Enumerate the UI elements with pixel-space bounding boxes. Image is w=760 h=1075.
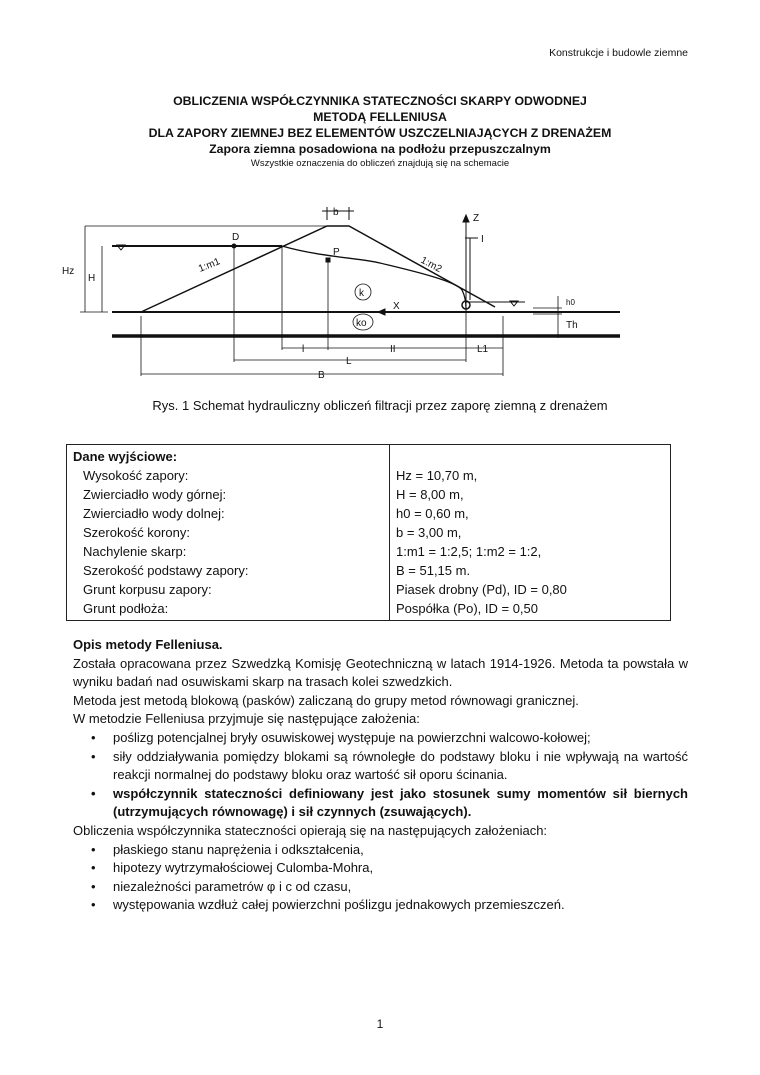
list-item: • występowania wzdłuż całej powierzchni poślizgu jednakowych przemieszczeń.: [113, 896, 688, 915]
label-m1: 1:m1: [197, 256, 222, 275]
row-label: Szerokość podstawy zapory:: [67, 561, 390, 580]
input-data-table: [66, 444, 671, 621]
section-heading: Opis metody Felleniusa.: [73, 637, 223, 652]
label-h0: h0: [566, 298, 575, 307]
method-description: [73, 636, 688, 915]
label-L: L: [346, 356, 352, 367]
title-block: [0, 93, 760, 170]
row-value: Piasek drobny (Pd), ID = 0,80: [396, 582, 567, 597]
label-th: Th: [566, 320, 578, 331]
paragraph: Obliczenia współczynnika stateczności opierają się na następujących założeniach:: [73, 822, 548, 838]
title-line-3: DLA ZAPORY ZIEMNEJ BEZ ELEMENTÓW USZCZELNIAJĄCYCH Z DRENAŻEM: [148, 126, 612, 140]
list-item: • współczynnik stateczności definiowany jest jako stosunek sumy momentów sił biernych (utrzymujących równowagę) i sił czynnych (zsuwających).: [113, 785, 688, 822]
label-m2: 1:m2: [418, 254, 444, 276]
list-item: • płaskiego stanu naprężenia i odkształcenia,: [113, 841, 688, 860]
calculation-assumptions-list: [73, 841, 688, 915]
label-i: I: [481, 234, 484, 245]
table-row: [67, 466, 671, 485]
label-ii: II: [390, 344, 396, 355]
table-heading: Dane wyjściowe:: [67, 445, 390, 467]
paragraph: Została opracowana przez Szwedzką Komisję Geotechniczną w latach 1914-1926. Metoda ta powstała w wyniku badań nad osuwiskami skarp na trasach kolei szwedzkich.: [73, 655, 688, 690]
table-row: [67, 561, 671, 580]
row-label: Szerokość korony:: [67, 523, 390, 542]
row-label: Nachylenie skarp:: [67, 542, 390, 561]
row-value: h0 = 0,60 m,: [396, 506, 469, 521]
row-value: b = 3,00 m,: [396, 525, 462, 540]
label-x: X: [393, 301, 400, 312]
row-label: Zwierciadło wody dolnej:: [67, 504, 390, 523]
table-row: [67, 504, 671, 523]
title-line-2: METODĄ FELLENIUSA: [313, 110, 447, 124]
note: Wszystkie oznaczenia do obliczeń znajdują się na schemacie: [250, 158, 510, 169]
table-row: [67, 542, 671, 561]
label-d: D: [232, 232, 240, 243]
list-item: • poślizg potencjalnej bryły osuwiskowej występuje na powierzchni walcowo-kołowej;: [113, 729, 688, 748]
label-hz: Hz: [62, 266, 75, 277]
table-row: [67, 485, 671, 504]
table-row: [67, 599, 671, 621]
label-l1: L1: [477, 344, 489, 355]
row-value: 1:m1 = 1:2,5; 1:m2 = 1:2,: [396, 544, 542, 559]
dam-schematic-diagram: [0, 195, 760, 390]
row-label: Wysokość zapory:: [67, 466, 390, 485]
row-label: Grunt korpusu zapory:: [67, 580, 390, 599]
page-number: 1: [376, 1017, 384, 1031]
label-l: l: [302, 344, 305, 355]
list-item: • hipotezy wytrzymałościowej Culomba-Mohra,: [113, 859, 688, 878]
label-p: P: [333, 247, 340, 258]
list-item: • niezależności parametrów φ i c od czasu,: [113, 878, 688, 897]
label-B: B: [318, 370, 325, 381]
row-label: Zwierciadło wody górnej:: [67, 485, 390, 504]
label-h: H: [88, 273, 96, 284]
label-k: k: [359, 288, 364, 299]
subtitle: Zapora ziemna posadowiona na podłożu przepuszczalnym: [209, 142, 551, 156]
paragraph: Metoda jest metodą blokową (pasków) zaliczaną do grupy metod równowagi granicznej.: [73, 692, 579, 708]
row-value: Pospółka (Po), ID = 0,50: [396, 601, 538, 616]
title-line-1: OBLICZENIA WSPÓŁCZYNNIKA STATECZNOŚCI SKARPY ODWODNEJ: [173, 94, 587, 108]
table-row: [67, 523, 671, 542]
running-header: Konstrukcje i budowle ziemne: [549, 47, 688, 59]
label-ko: ko: [356, 318, 367, 329]
row-value: H = 8,00 m,: [396, 487, 464, 502]
label-z: Z: [473, 213, 480, 224]
row-label: Grunt podłoża:: [67, 599, 390, 621]
paragraph: W metodzie Felleniusa przyjmuje się następujące założenia:: [73, 711, 420, 727]
assumptions-list: [73, 729, 688, 822]
table-row: [67, 580, 671, 599]
row-value: Hz = 10,70 m,: [396, 468, 478, 483]
list-item: • siły oddziaływania pomiędzy blokami są równoległe do podstawy bloku i nie wpływają na wartość reakcji normalnej do podstawy bloku oraz wartość sił oporu ścinania.: [113, 748, 688, 785]
label-b: b: [333, 207, 339, 218]
row-value: B = 51,15 m.: [396, 563, 471, 578]
figure-caption: Rys. 1 Schemat hydrauliczny obliczeń filtracji przez zaporę ziemną z drenażem: [152, 398, 608, 413]
